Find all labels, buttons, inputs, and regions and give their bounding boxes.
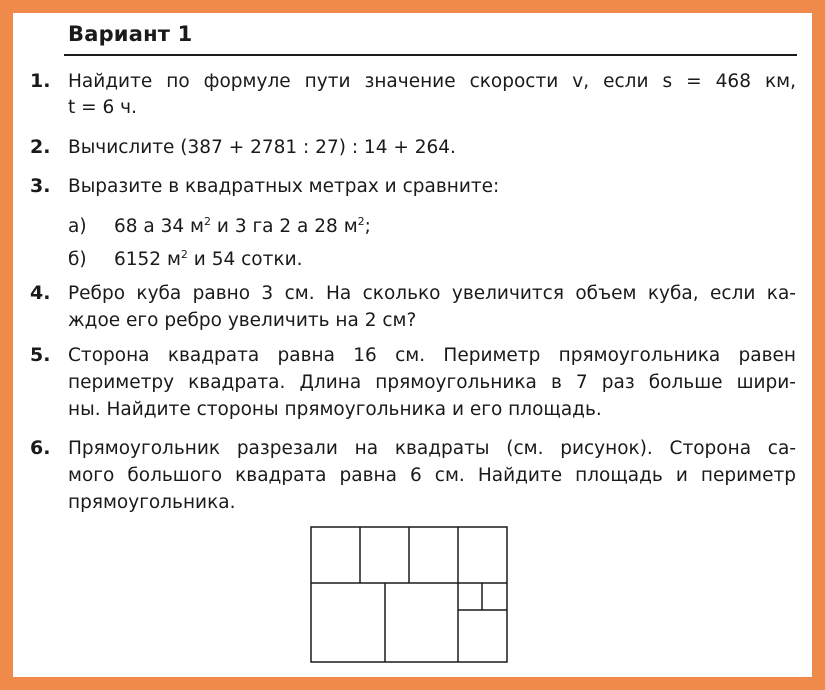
- task-text-line: прямоугольника.: [68, 492, 236, 513]
- task-text-line: Выразите в квадратных метрах и сравните:: [68, 176, 500, 197]
- variant-title: Вариант 1: [68, 22, 193, 46]
- sub-item-text: 6152 м: [114, 249, 181, 270]
- task-number: 6.: [30, 437, 51, 459]
- task-text-line: ждое его ребро увеличить на 2 см?: [68, 310, 417, 331]
- sub-item-text: 68 а 34 м: [114, 216, 205, 237]
- task-text-line: Найдите по формуле пути значение скорости v, если s = 468 км,: [68, 71, 796, 92]
- task-number: 1.: [30, 70, 51, 92]
- sub-item-text: ;: [364, 216, 371, 237]
- superscript: 2: [357, 215, 365, 228]
- task-text-line: мого большого квадрата равна 6 см. Найдите площадь и периметр: [68, 465, 796, 486]
- task-text-line: Прямоугольник разрезали на квадраты (см. рисунок). Сторона са-: [68, 438, 796, 459]
- task-number: 4.: [30, 282, 51, 304]
- task-number: 3.: [30, 175, 51, 197]
- sub-item-text: и 54 сотки.: [187, 249, 303, 270]
- task-text-line: Вычислите (387 + 2781 : 27) : 14 + 264.: [68, 137, 456, 158]
- superscript: 2: [204, 215, 212, 228]
- squares-figure: [310, 526, 510, 666]
- sub-item-marker: а): [68, 216, 87, 237]
- title-underline: [64, 54, 797, 56]
- task-text-line: t = 6 ч.: [68, 97, 137, 118]
- task-number: 2.: [30, 136, 51, 158]
- task-text-line: Ребро куба равно 3 см. На сколько увеличится объем куба, если ка-: [68, 283, 796, 304]
- task-text-line: Сторона квадрата равна 16 см. Периметр прямоугольника равен: [68, 345, 796, 366]
- sub-item-a: [68, 210, 371, 239]
- sub-item-text: и 3 га 2 а 28 м: [211, 216, 358, 237]
- superscript: 2: [180, 248, 188, 261]
- sub-item-marker: б): [68, 249, 87, 270]
- task-text-line: периметру квадрата. Длина прямоугольника в 7 раз больше шири-: [68, 372, 796, 393]
- task-text-line: ны. Найдите стороны прямоугольника и его площадь.: [68, 399, 602, 420]
- task-number: 5.: [30, 344, 51, 366]
- sub-item-b: [68, 243, 302, 272]
